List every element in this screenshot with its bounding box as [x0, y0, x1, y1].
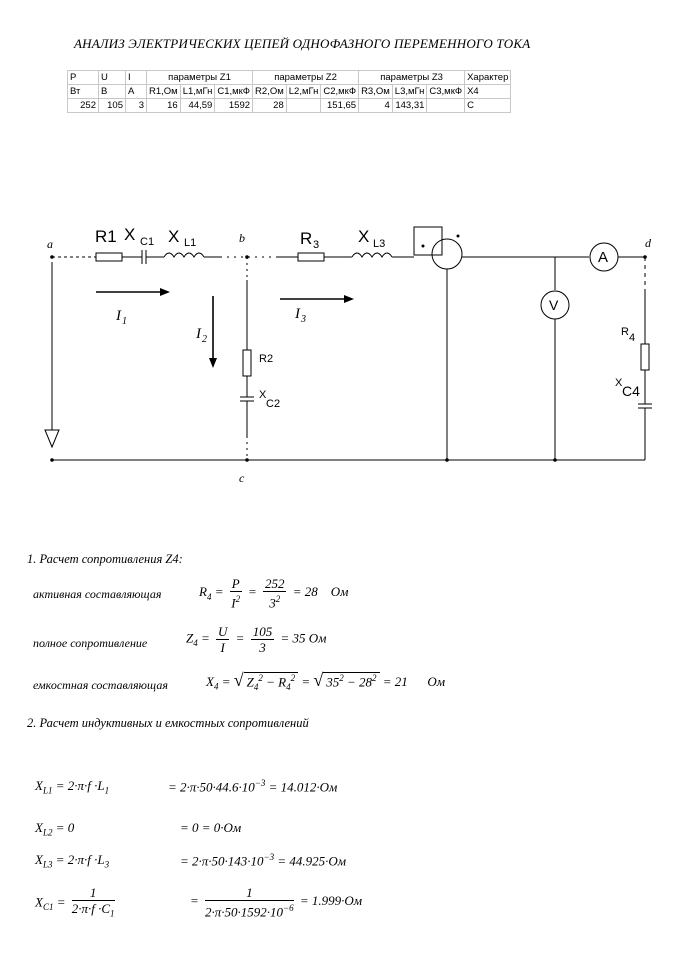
ohm-unit: Ом [308, 630, 327, 646]
r3-subscript: 3 [313, 239, 320, 251]
r4-label: R [621, 326, 629, 338]
formula-xl2-numeric: = 0 = 0·Ом [180, 820, 242, 835]
table-cell: В [99, 85, 126, 99]
r2-label: R2 [259, 353, 274, 365]
table-cell: L1,мГн [180, 85, 215, 99]
i3-subscript: 3 [301, 314, 306, 325]
table-row [68, 71, 511, 85]
table-cell: параметры Z3 [359, 71, 465, 85]
i2-label: I [196, 326, 201, 342]
table-cell: L3,мГн [392, 85, 427, 99]
formula-xl1-numeric: = $2\cdot\pi\cdot 50\cdot 44.6\cdot 10^{-3} = 14.012\cdot Ом$ [168, 778, 338, 795]
table-cell: X4 [465, 85, 511, 99]
table-cell [427, 99, 465, 113]
table-cell: 105 [99, 99, 126, 113]
r1-label: R1 [95, 227, 117, 246]
page-title: АНАЛИЗ ЭЛЕКТРИЧЕСКИХ ЦЕПЕЙ ОДНОФАЗНОГО ПЕРЕМЕННОГО ТОКА [74, 36, 531, 51]
circuit-diagram [0, 200, 681, 500]
active-component-label: активная составляющая [33, 587, 162, 601]
table-cell: параметры Z1 [147, 71, 253, 85]
table-row [68, 99, 511, 113]
r4-subscript: 4 [629, 332, 636, 344]
wattmeter-coil-box [414, 227, 442, 255]
formula-xl3-numeric: = $2\cdot\pi\cdot 50\cdot 143\cdot 10^{-3} = 44.925\cdot Ом$ [180, 852, 347, 869]
table-cell: 44,59 [180, 99, 215, 113]
i2-subscript: 2 [202, 334, 207, 345]
r1-resistor [96, 253, 122, 261]
table-row [68, 85, 511, 99]
formula-xl1-symbolic: $X_{L1} = 2\cdot\pi\cdot f \cdot L_1$ [35, 778, 110, 796]
i1-subscript: 1 [122, 316, 127, 327]
table-cell: L2,мГн [286, 85, 321, 99]
ohm-unit: Ом [427, 674, 445, 689]
table-cell: 16 [147, 99, 181, 113]
i1-label: I [116, 308, 121, 324]
table-cell: R2,Ом [253, 85, 287, 99]
l1-inductor [164, 253, 204, 257]
section-1-heading: 1. Расчет сопротивления Z4: [27, 552, 183, 566]
table-cell: параметры Z2 [253, 71, 359, 85]
formula-xl3-symbolic: $X_{L3} = 2\cdot\pi\cdot f \cdot L_3$ [35, 852, 110, 870]
table-cell: 4 [359, 99, 393, 113]
node-a-label: a [47, 237, 53, 251]
r3-label: R [300, 229, 313, 248]
parameters-table [67, 70, 511, 113]
table-cell: 3 [126, 99, 147, 113]
formula-xc1-symbolic: $X_{C1}$ = $\frac{1}{2\cdot\pi\cdot f \cdot C_1}$ [35, 885, 115, 919]
table-cell: R1,Ом [147, 85, 181, 99]
formula-z4: $Z_4$ = $\frac{U}{I}$ = $\frac{105}{3}$ = 35 Ом [186, 624, 327, 655]
node-c-dot [245, 458, 249, 462]
formula-x4: $X_4$ = √ $Z_4^2 - R_4^2$ = √ $35^2 - 28^2 = 21$ Ом [206, 670, 445, 692]
r3-resistor [298, 253, 324, 261]
table-cell: P [68, 71, 99, 85]
table-cell: C1,мкФ [215, 85, 253, 99]
table-cell: 28 [253, 99, 287, 113]
ohm-unit: Ом [330, 584, 349, 600]
table-cell: C [465, 99, 511, 113]
node-d-label: d [645, 236, 651, 250]
xl1-label: X [168, 227, 180, 246]
i3-label: I [295, 306, 300, 322]
node-d-dot [643, 255, 647, 259]
table-cell: 252 [68, 99, 99, 113]
r2-resistor [243, 350, 251, 376]
node-c-label: c [239, 471, 245, 485]
xc4-subscript: C4 [622, 383, 640, 399]
full-impedance-label: полное сопротивление [33, 636, 148, 650]
xc2-subscript: C2 [266, 398, 281, 410]
node-a-dot [50, 255, 54, 259]
table-cell: U [99, 71, 126, 85]
table-cell: C2,мкФ [321, 85, 359, 99]
xl3-subscript: L3 [373, 238, 386, 250]
node-b-dot [245, 255, 249, 259]
table-cell: Характер [465, 71, 511, 85]
table-cell [286, 99, 321, 113]
node-b-label: b [239, 231, 245, 245]
section-2-heading: 2. Расчет индуктивных и емкостных сопротивлений [27, 716, 309, 730]
table-cell: R3,Ом [359, 85, 393, 99]
voltmeter-label: V [549, 297, 559, 313]
formula-xc1-numeric: = $\frac{1}{2\cdot\pi\cdot 50\cdot 1592\cdot 10^{-6}}$ = 1.999·Ом [190, 885, 363, 920]
capacitive-component-label: емкостная составляющая [33, 678, 168, 692]
table-cell: Вт [68, 85, 99, 99]
table-cell: 151,65 [321, 99, 359, 113]
xl3-label: X [358, 227, 370, 246]
formula-r4: $R_4$ = $\frac{P}{I^2}$ = $\frac{252}{3^2}$ = 28 Ом [199, 576, 349, 611]
r4-resistor [641, 344, 649, 370]
table-cell: I [126, 71, 147, 85]
wattmeter-icon [432, 239, 462, 269]
formula-xl2-symbolic: $X_{L2} = 0$ [35, 820, 75, 838]
xc1-subscript: C1 [140, 236, 155, 248]
xc4-label: X [615, 377, 623, 389]
table-cell: 1592 [215, 99, 253, 113]
table-cell: 143,31 [392, 99, 427, 113]
table-cell: А [126, 85, 147, 99]
xc2-label: X [259, 389, 267, 401]
xc1-label: X [124, 225, 136, 244]
xl1-subscript: L1 [184, 237, 197, 249]
table-cell: C3,мкФ [427, 85, 465, 99]
ammeter-label: A [598, 249, 609, 266]
l3-inductor [352, 253, 392, 257]
